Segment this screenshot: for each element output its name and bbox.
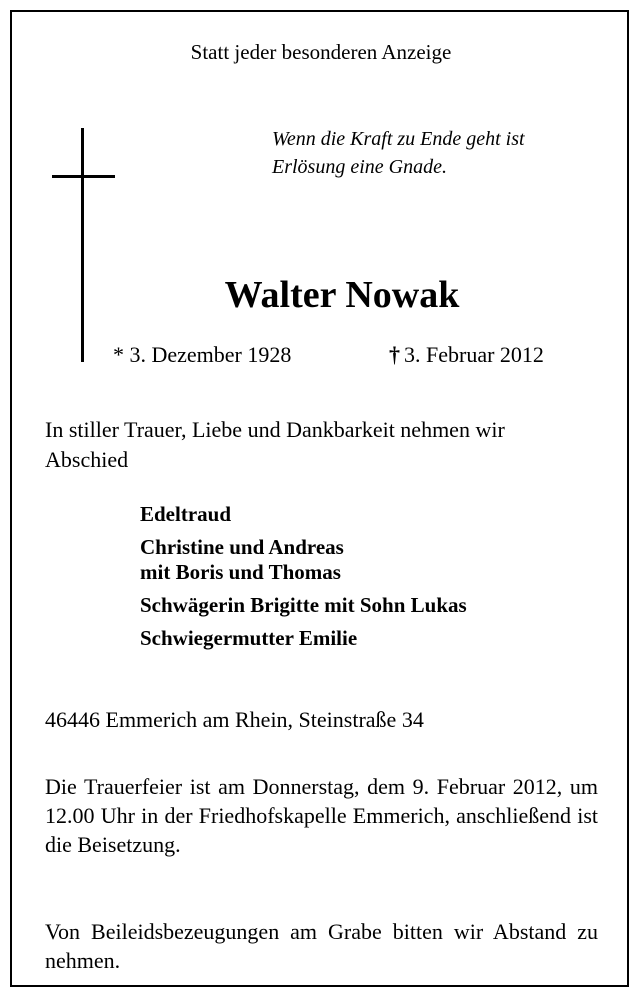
mourner-item	[140, 535, 467, 585]
service-paragraph: Die Trauerfeier ist am Donnerstag, dem 9. Februar 2012, um 12.00 Uhr in der Friedhofskapelle Emmerich, anschließend ist die Beisetzung.	[45, 774, 598, 857]
quote-line-2: Erlösung eine Gnade.	[272, 156, 447, 178]
quote-block	[272, 125, 525, 181]
quote-line-1: Wenn die Kraft zu Ende geht ist	[272, 128, 525, 150]
mourners-list	[140, 502, 467, 659]
address-text: 46446 Emmerich am Rhein, Steinstraße 34	[45, 707, 424, 732]
cross-vertical-bar	[81, 128, 84, 362]
intro-text: In stiller Trauer, Liebe und Dankbarkeit nehmen wir Abschied	[45, 417, 505, 472]
birth-date: * 3. Dezember 1928	[113, 342, 292, 367]
cross-horizontal-bar	[52, 175, 115, 178]
mourner-line: Christine und Andreas	[140, 535, 344, 559]
death-date: 3. Februar 2012	[404, 342, 544, 367]
mourner-line: Edeltraud	[140, 502, 232, 526]
deceased-name: Walter Nowak	[224, 274, 460, 316]
condolences-paragraph: Von Beileidsbezeugungen am Grabe bitten wir Abstand zu nehmen.	[45, 919, 598, 973]
mourner-item	[140, 502, 467, 527]
mourner-item	[140, 593, 467, 618]
mourner-line: Schwägerin Brigitte mit Sohn Lukas	[140, 593, 467, 617]
dagger-icon: †	[389, 342, 400, 367]
mourner-line: mit Boris und Thomas	[140, 560, 341, 584]
notice-header: Statt jeder besonderen Anzeige	[190, 40, 452, 64]
death-date-line	[389, 341, 544, 369]
mourner-line: Schwiegermutter Emilie	[140, 626, 358, 650]
mourner-item	[140, 626, 467, 651]
